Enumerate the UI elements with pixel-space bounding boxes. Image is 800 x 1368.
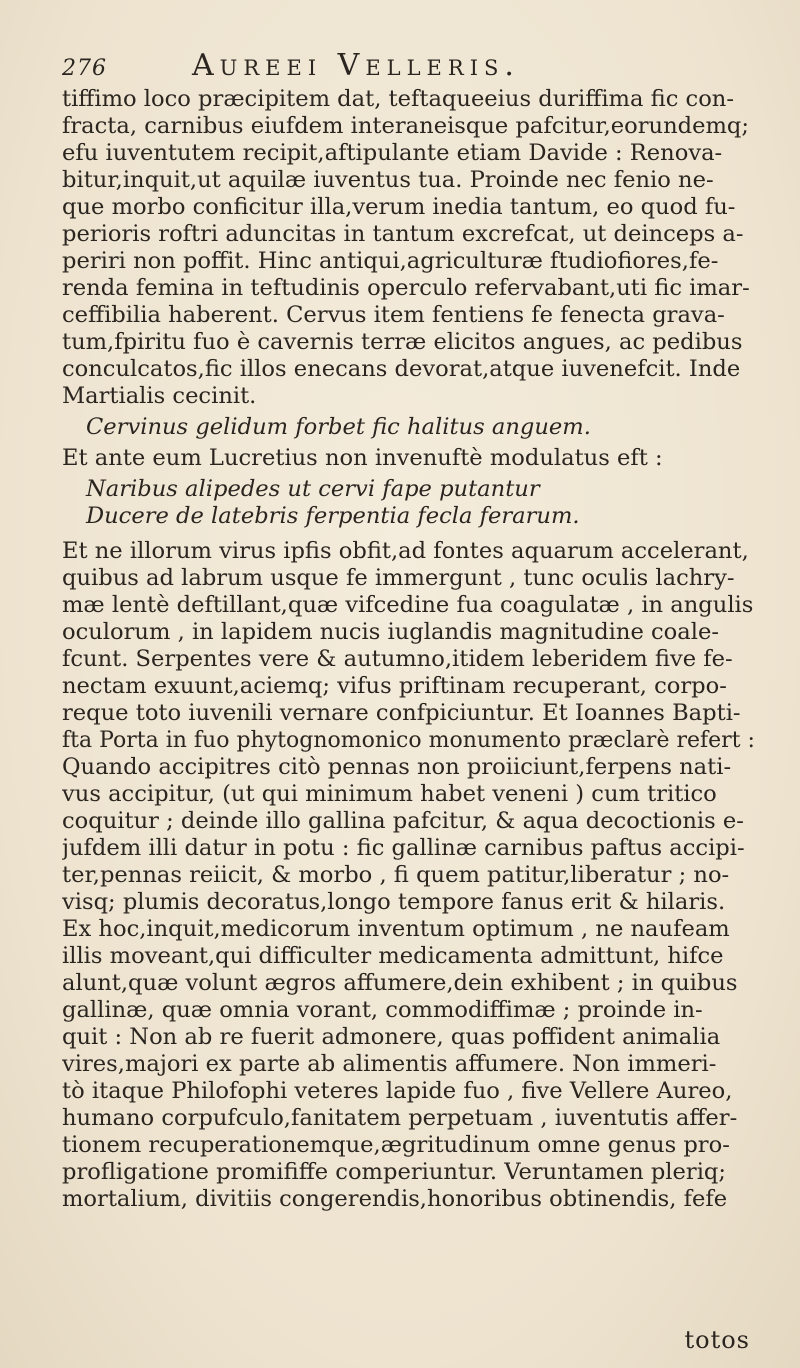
text-line: alunt,quæ volunt ægros affumere,dein exhibent ; in quibus bbox=[62, 970, 738, 996]
text-line: efu iuventutem recipit,aftipulante etiam Davide : Renova- bbox=[62, 140, 723, 166]
text-line: tionem recuperationemque,ægritudinum omne genus pro- bbox=[62, 1132, 730, 1158]
text-line: que morbo conficitur illa,verum inedia tantum, eo quod fu- bbox=[62, 194, 736, 220]
text-line: bitur,inquit,ut aquilæ iuventus tua. Proinde nec fenio ne- bbox=[62, 167, 714, 193]
quote-lucretius-line-2: Ducere de latebris ferpentia fecla ferarum. bbox=[86, 503, 580, 529]
text-line: periri non poffit. Hinc antiqui,agriculturæ ftudiofiores,fe- bbox=[62, 248, 719, 274]
text-line: mortalium, divitiis congerendis,honoribus obtinendis, fefe bbox=[62, 1186, 728, 1212]
text-line: quit : Non ab re fuerit admonere, quas poffident animalia bbox=[62, 1024, 721, 1050]
text-line: Et ante eum Lucretius non invenuftè modulatus eft : bbox=[62, 445, 663, 471]
page-header bbox=[62, 48, 662, 88]
text-line: profligatione promififfe comperiuntur. Veruntamen pleriq; bbox=[62, 1159, 727, 1185]
text-line: jufdem illi datur in potu : fic gallinæ carnibus paftus accipi- bbox=[62, 835, 745, 861]
text-line: tiffimo loco præcipitem dat, teftaqueeius duriffima fic con- bbox=[62, 86, 734, 112]
catchword: totos bbox=[684, 1326, 750, 1354]
text-line: mæ lentè deftillant,quæ vifcedine fua coagulatæ , in angulis bbox=[62, 592, 754, 618]
text-line: perioris roftri aduncitas in tantum excrefcat, ut deinceps a- bbox=[62, 221, 744, 247]
text-line: Quando accipitres citò pennas non proiiciunt,ferpens nati- bbox=[62, 754, 732, 780]
text-line: ceffibilia haberent. Cervus item fentiens fe fenecta grava- bbox=[62, 302, 725, 328]
text-line: renda femina in teftudinis operculo refervabant,uti fic imar- bbox=[62, 275, 750, 301]
text-line: vus accipitur, (ut qui minimum habet veneni ) cum tritico bbox=[62, 781, 717, 807]
running-head: Aureei Velleris. bbox=[192, 48, 520, 83]
text-line: reque toto iuvenili vernare confpiciuntur. Et Ioannes Bapti- bbox=[62, 700, 741, 726]
quote-martialis: Cervinus gelidum forbet fic halitus anguem. bbox=[86, 414, 591, 440]
text-line: conculcatos,fic illos enecans devorat,atque iuvenefcit. Inde bbox=[62, 356, 741, 382]
text-line: quibus ad labrum usque fe immergunt , tunc oculis lachry- bbox=[62, 565, 735, 591]
text-line: fracta, carnibus eiufdem interaneisque pafcitur,eorundemq; bbox=[62, 113, 749, 139]
text-line: fta Porta in fuo phytognomonico monumento præclarè refert : bbox=[62, 728, 755, 753]
text-line: Martialis cecinit. bbox=[62, 383, 257, 409]
text-line: illis moveant,qui difficulter medicamenta admittunt, hifce bbox=[62, 943, 724, 969]
text-line: Et ne illorum virus ipfis obfit,ad fontes aquarum accelerant, bbox=[62, 538, 749, 564]
text-line: ter,pennas reiicit, & morbo , fi quem patitur,liberatur ; no- bbox=[62, 862, 730, 888]
text-line: tò itaque Philofophi veteres lapide fuo , five Vellere Aureo, bbox=[62, 1078, 733, 1104]
text-line: visq; plumis decoratus,longo tempore fanus erit & hilaris. bbox=[62, 889, 726, 915]
text-line: oculorum , in lapidem nucis iuglandis magnitudine coale- bbox=[62, 619, 719, 645]
text-line: coquitur ; deinde illo gallina pafcitur, & aqua decoctionis e- bbox=[62, 808, 744, 834]
text-line: vires,majori ex parte ab alimentis affumere. Non immeri- bbox=[62, 1051, 717, 1077]
text-line: fcunt. Serpentes vere & autumno,itidem leberidem five fe- bbox=[62, 646, 733, 672]
text-line: gallinæ, quæ omnia vorant, commodiffimæ ; proinde in- bbox=[62, 997, 703, 1023]
text-line: tum,fpiritu fuo è cavernis terræ elicitos angues, ac pedibus bbox=[62, 329, 743, 355]
page-number: 276 bbox=[62, 56, 107, 81]
quote-lucretius-line-1: Naribus alipedes ut cervi fape putantur bbox=[86, 476, 540, 502]
text-line: Ex hoc,inquit,medicorum inventum optimum , ne naufeam bbox=[62, 916, 730, 942]
body-text bbox=[62, 86, 762, 1213]
text-line: nectam exuunt,aciemq; vifus priftinam recuperant, corpo- bbox=[62, 673, 727, 699]
text-line: humano corpufculo,fanitatem perpetuam , iuventutis affer- bbox=[62, 1105, 738, 1131]
